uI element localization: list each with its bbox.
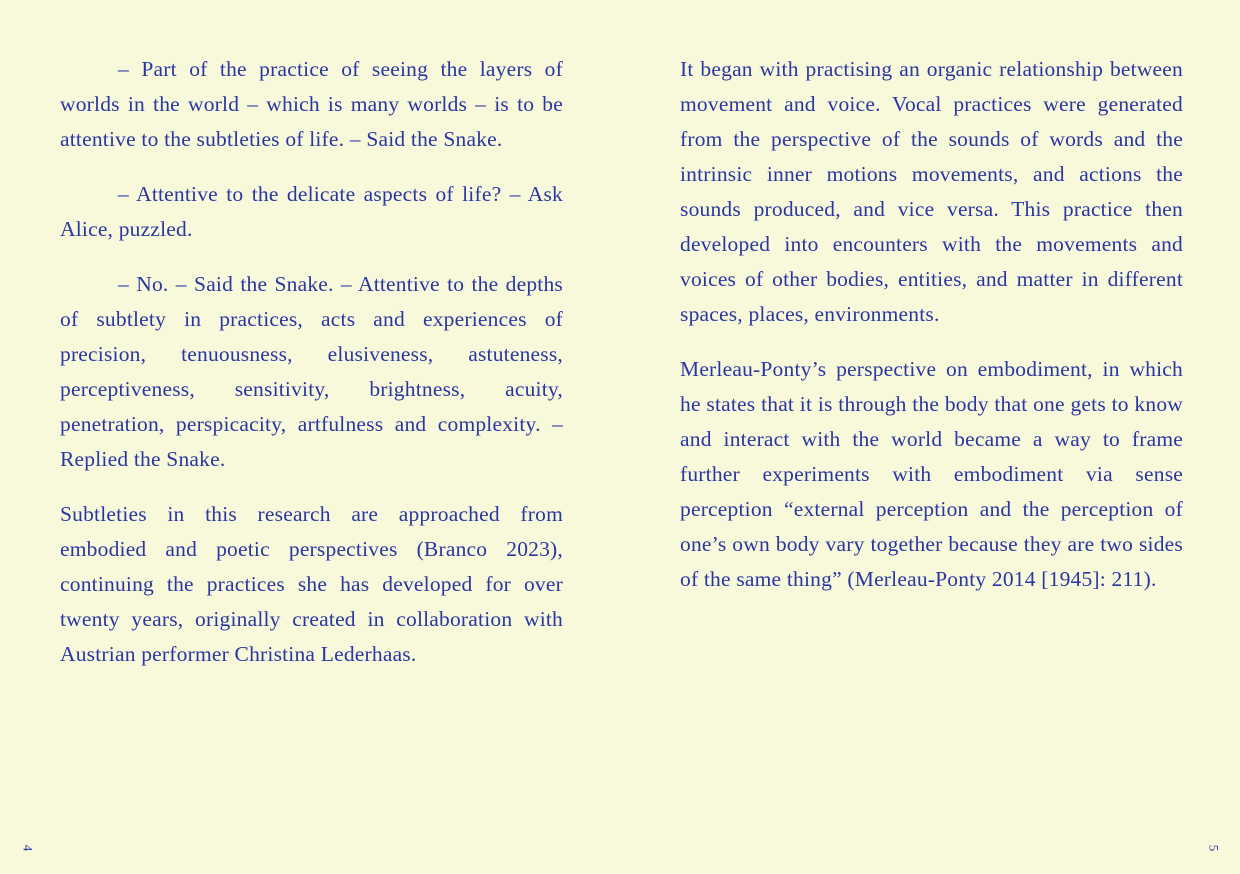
paragraph: It began with practising an organic relationship between movement and voice. Vocal practices were generated from the perspective of the sounds of words and the intrinsic inner motions movements, and actions the sounds produced, and vice versa. This practice then developed into encounters with the movements and voices of other bodies, entities, and matter in different spaces, places, environments. (680, 57, 1183, 326)
paragraph: – Attentive to the delicate aspects of life? – Ask Alice, puzzled. (60, 182, 563, 241)
left-page-column (60, 52, 563, 692)
page-number-right: 5 (1205, 844, 1221, 852)
paragraph: – No. – Said the Snake. – Attentive to the depths of subtlety in practices, acts and experiences of precision, tenuousness, elusiveness, astuteness, perceptiveness, sensitivity, brightness, acuity, penetration, perspicacity, artfulness and complexity. – Replied the Snake. (60, 272, 563, 471)
paragraph: Merleau-Ponty’s perspective on embodiment, in which he states that it is through the body that one gets to know and interact with the world became a way to frame further experiments with embodiment via sense perception “external perception and the perception of one’s own body vary together because they are two sides of the same thing” (Merleau-Ponty 2014 [1945]: 211). (680, 357, 1183, 591)
paragraph: Subtleties in this research are approached from embodied and poetic perspectives (Branco 2023), continuing the practices she has developed for over twenty years, originally created in collaboration with Austrian performer Christina Lederhaas. (60, 502, 563, 666)
page-number-left: 4 (20, 844, 36, 852)
paragraph: – Part of the practice of seeing the layers of worlds in the world – which is many worlds – is to be attentive to the subtleties of life. – Said the Snake. (60, 57, 563, 151)
right-page-column (680, 52, 1183, 617)
